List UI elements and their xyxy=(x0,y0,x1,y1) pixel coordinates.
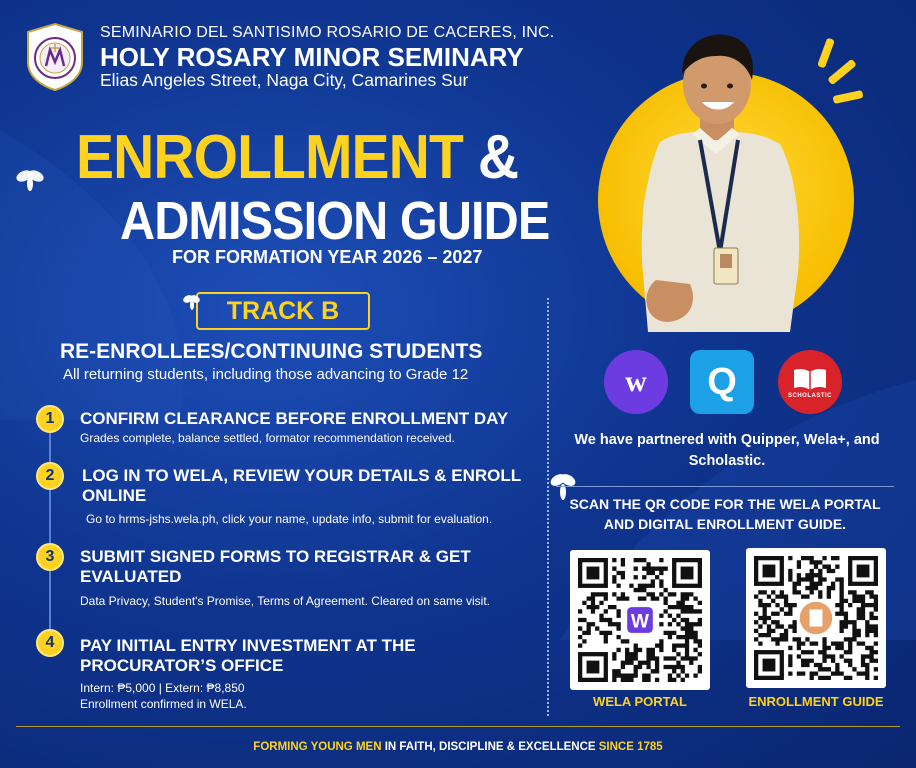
steps-timeline xyxy=(49,420,51,630)
step-description: Go to hrms-jshs.wela.ph, click your name, update info, submit for evaluation. xyxy=(86,512,493,526)
track-heading: RE-ENROLLEES/CONTINUING STUDENTS xyxy=(60,340,483,363)
student-photo xyxy=(620,22,810,332)
qr-label-wela-portal: WELA PORTAL xyxy=(593,694,687,709)
school-address: Elias Angeles Street, Naga City, Camarines Sur xyxy=(100,70,469,90)
enrollment-guide-qr-code[interactable] xyxy=(746,548,886,688)
step-description: Enrollment confirmed in WELA. xyxy=(80,697,247,711)
scan-instructions: SCAN THE QR CODE FOR THE WELA PORTAL AND DIGITAL ENROLLMENT GUIDE. xyxy=(569,496,881,532)
wela-logo-icon: w xyxy=(604,350,668,414)
qr-label-enrollment-guide: ENROLLMENT GUIDE xyxy=(748,694,884,709)
quipper-logo-icon: Q xyxy=(690,350,754,414)
step-number-badge: 1 xyxy=(36,405,64,433)
seminary-seal-icon xyxy=(24,22,86,92)
wela-portal-qr-code[interactable] xyxy=(570,550,710,690)
track-label: TRACK B xyxy=(226,296,340,325)
step-title: PAY INITIAL ENTRY INVESTMENT AT THE PROCURATOR’S OFFICE xyxy=(80,636,416,675)
bee-icon xyxy=(14,168,48,194)
step-description: Grades complete, balance settled, formator recommendation received. xyxy=(80,431,455,445)
footer-divider xyxy=(16,726,900,727)
footer-motto: FORMING YOUNG MEN IN FAITH, DISCIPLINE & EXCELLENCE SINCE 1785 xyxy=(253,741,663,753)
book-icon xyxy=(792,366,828,392)
track-description: All returning students, including those advancing to Grade 12 xyxy=(63,366,469,383)
section-divider xyxy=(556,486,894,487)
title-enrollment: ENROLLMENT & xyxy=(76,123,519,192)
scholastic-logo-icon: SCHOLASTIC xyxy=(778,350,842,414)
wela-qr-center-label: W xyxy=(630,611,650,633)
qr-code-icon xyxy=(754,556,878,680)
fee-amounts: Intern: ₱5,000 | Extern: ₱8,850 xyxy=(80,681,245,695)
step-description: Data Privacy, Student's Promise, Terms of Agreement. Cleared on same visit. xyxy=(80,594,491,608)
step-title: SUBMIT SIGNED FORMS TO REGISTRAR & GET EVALUATED xyxy=(80,547,471,586)
step-number-badge: 4 xyxy=(36,629,64,657)
step-number-badge: 3 xyxy=(36,543,64,571)
column-divider xyxy=(547,298,549,716)
step-number-badge: 2 xyxy=(36,462,64,490)
partners-statement: We have partnered with Quipper, Wela+, and Scholastic. xyxy=(574,432,880,469)
step-title: LOG IN TO WELA, REVIEW YOUR DETAILS & ENROLL ONLINE xyxy=(82,466,521,505)
bee-icon xyxy=(182,293,202,311)
qr-code-icon xyxy=(578,558,702,682)
track-badge xyxy=(196,292,370,330)
formation-year: FOR FORMATION YEAR 2026 – 2027 xyxy=(172,247,483,267)
school-name: HOLY ROSARY MINOR SEMINARY xyxy=(100,42,524,72)
highlight-rays-icon xyxy=(798,36,878,116)
institution-name: SEMINARIO DEL SANTISIMO ROSARIO DE CACERES, INC. xyxy=(100,24,555,41)
step-title: CONFIRM CLEARANCE BEFORE ENROLLMENT DAY xyxy=(80,409,509,428)
title-admission-guide: ADMISSION GUIDE xyxy=(120,191,550,251)
